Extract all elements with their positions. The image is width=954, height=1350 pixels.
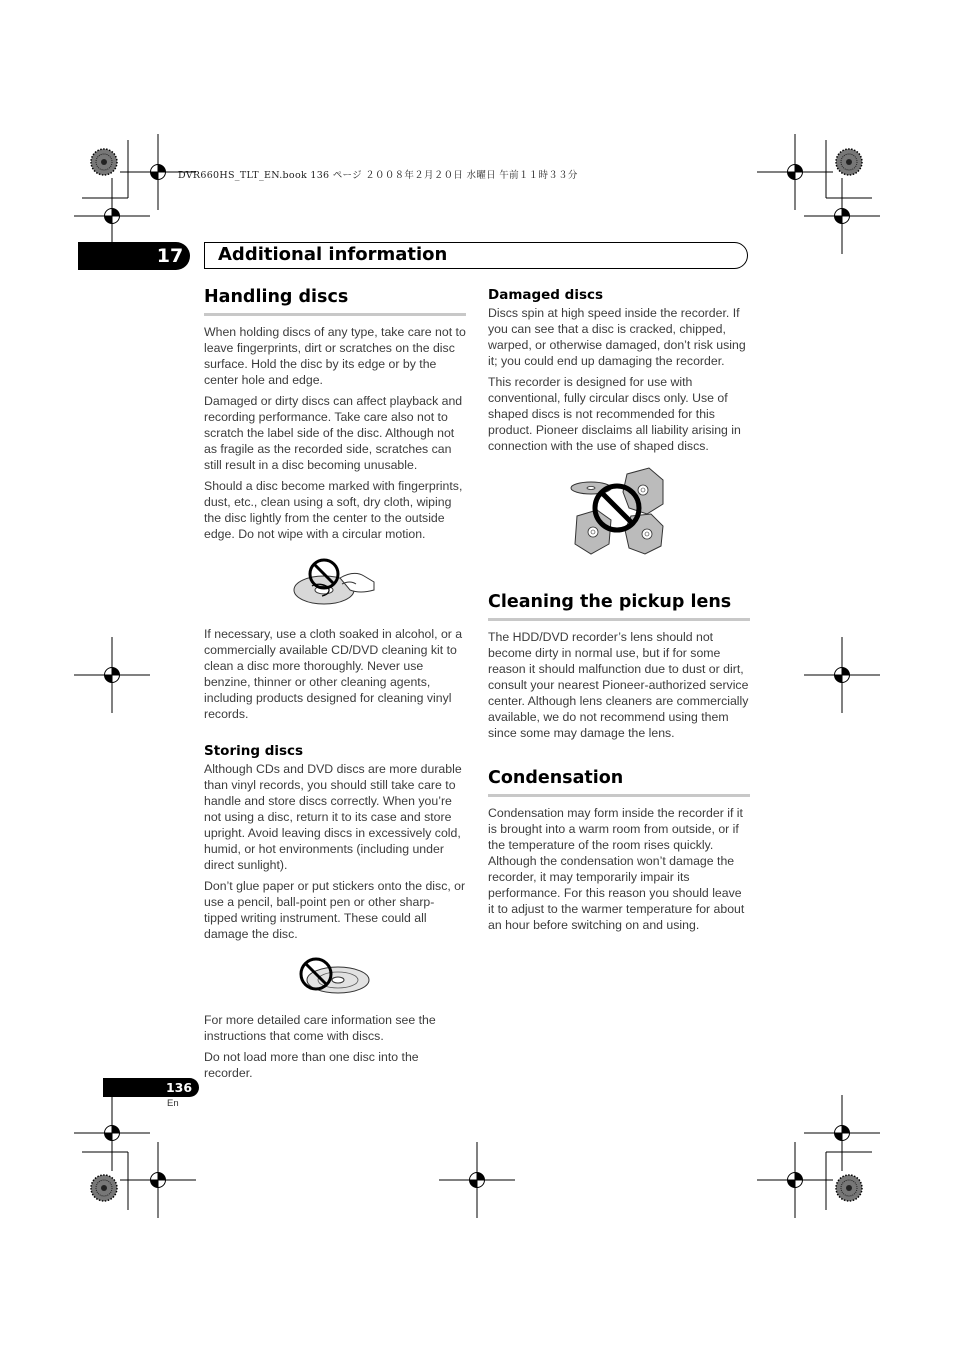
shaped-discs-illustration	[569, 466, 669, 561]
chapter-number: 17	[156, 245, 184, 267]
sticker-disc-illustration	[298, 954, 372, 1000]
storing-paragraph: Don’t glue paper or put stickers onto the disc, or use a pencil, ball-point pen or other sharp-tipped writing instrument. These could all damage the disc.	[204, 879, 466, 941]
damaged-paragraph: This recorder is designed for use with conventional, fully circular discs only. Use of shaped discs is not recommended for this product. Pioneer disclaims all liability arising in connection with the use of shaped discs.	[488, 375, 741, 453]
handling-heading: Handling discs	[204, 286, 466, 316]
storing-paragraph: For more detailed care information see the instructions that come with discs.	[204, 1013, 436, 1043]
cleaning-heading: Cleaning the pickup lens	[488, 591, 750, 621]
wipe-disc-illustration	[290, 556, 380, 616]
handling-paragraph: When holding discs of any type, take care not to leave fingerprints, dirt or scratches on the disc surface. Hold the disc by its edge or by the center hole and edge.	[204, 325, 466, 387]
condensation-heading: Condensation	[488, 767, 750, 797]
page-number: 136	[165, 1080, 193, 1095]
right-column	[488, 286, 750, 938]
print-info: DVR660HS_TLT_EN.book 136 ページ ２００８年２月２０日 水曜日 午前１１時３３分	[178, 170, 578, 181]
page-language: En	[167, 1098, 179, 1109]
storing-heading: Storing discs	[204, 743, 304, 759]
storing-paragraph: Do not load more than one disc into the recorder.	[204, 1050, 419, 1080]
damaged-paragraph: Discs spin at high speed inside the recorder. If you can see that a disc is cracked, chipped, warped, or otherwise damaged, don’t risk using it; you could end up damaging the recorder.	[488, 306, 746, 368]
handling-paragraph: Should a disc become marked with fingerprints, dust, etc., clean using a soft, dry cloth, wiping the disc lightly from the center to the outside edge. Do not wipe with a circular motion.	[204, 479, 463, 541]
condensation-paragraph: Condensation may form inside the recorder if it is brought into a warm room from outside, or if the temperature of the room rises quickly. Although the condensation won’t damage the recorder, it may temporarily impair its performance. For this reason you should leave it to adjust to the warmer temperature for about an hour before switching on and using.	[488, 806, 745, 932]
handling-paragraph: If necessary, use a cloth soaked in alcohol, or a commercially available CD/DVD cleaning kit to clean a disc more thoroughly. Never use benzine, thinner or other cleaning agents, including products designed for cleaning vinyl records.	[204, 627, 463, 721]
cleaning-paragraph: The HDD/DVD recorder’s lens should not become dirty in normal use, but if for some reason it should malfunction due to dust or dirt, consult your nearest Pioneer-authorized service center. Although lens cleaners are commercially available, we do not recommend using them since some may damage the lens.	[488, 630, 749, 740]
storing-paragraph: Although CDs and DVD discs are more durable than vinyl records, you should still take care to handle and store discs correctly. When you’re not using a disc, return it to its case and store upright. Avoid leaving discs in excessively cold, humid, or hot environments (including under direct sunlight).	[204, 762, 462, 872]
handling-paragraph: Damaged or dirty discs can affect playback and recording performance. Take care also not to scratch the label side of the disc. Although not as fragile as the recorded side, scratches can still result in a disc becoming unusable.	[204, 394, 463, 472]
chapter-title: Additional information	[218, 244, 448, 265]
left-column	[204, 286, 466, 1086]
damaged-heading: Damaged discs	[488, 287, 604, 303]
